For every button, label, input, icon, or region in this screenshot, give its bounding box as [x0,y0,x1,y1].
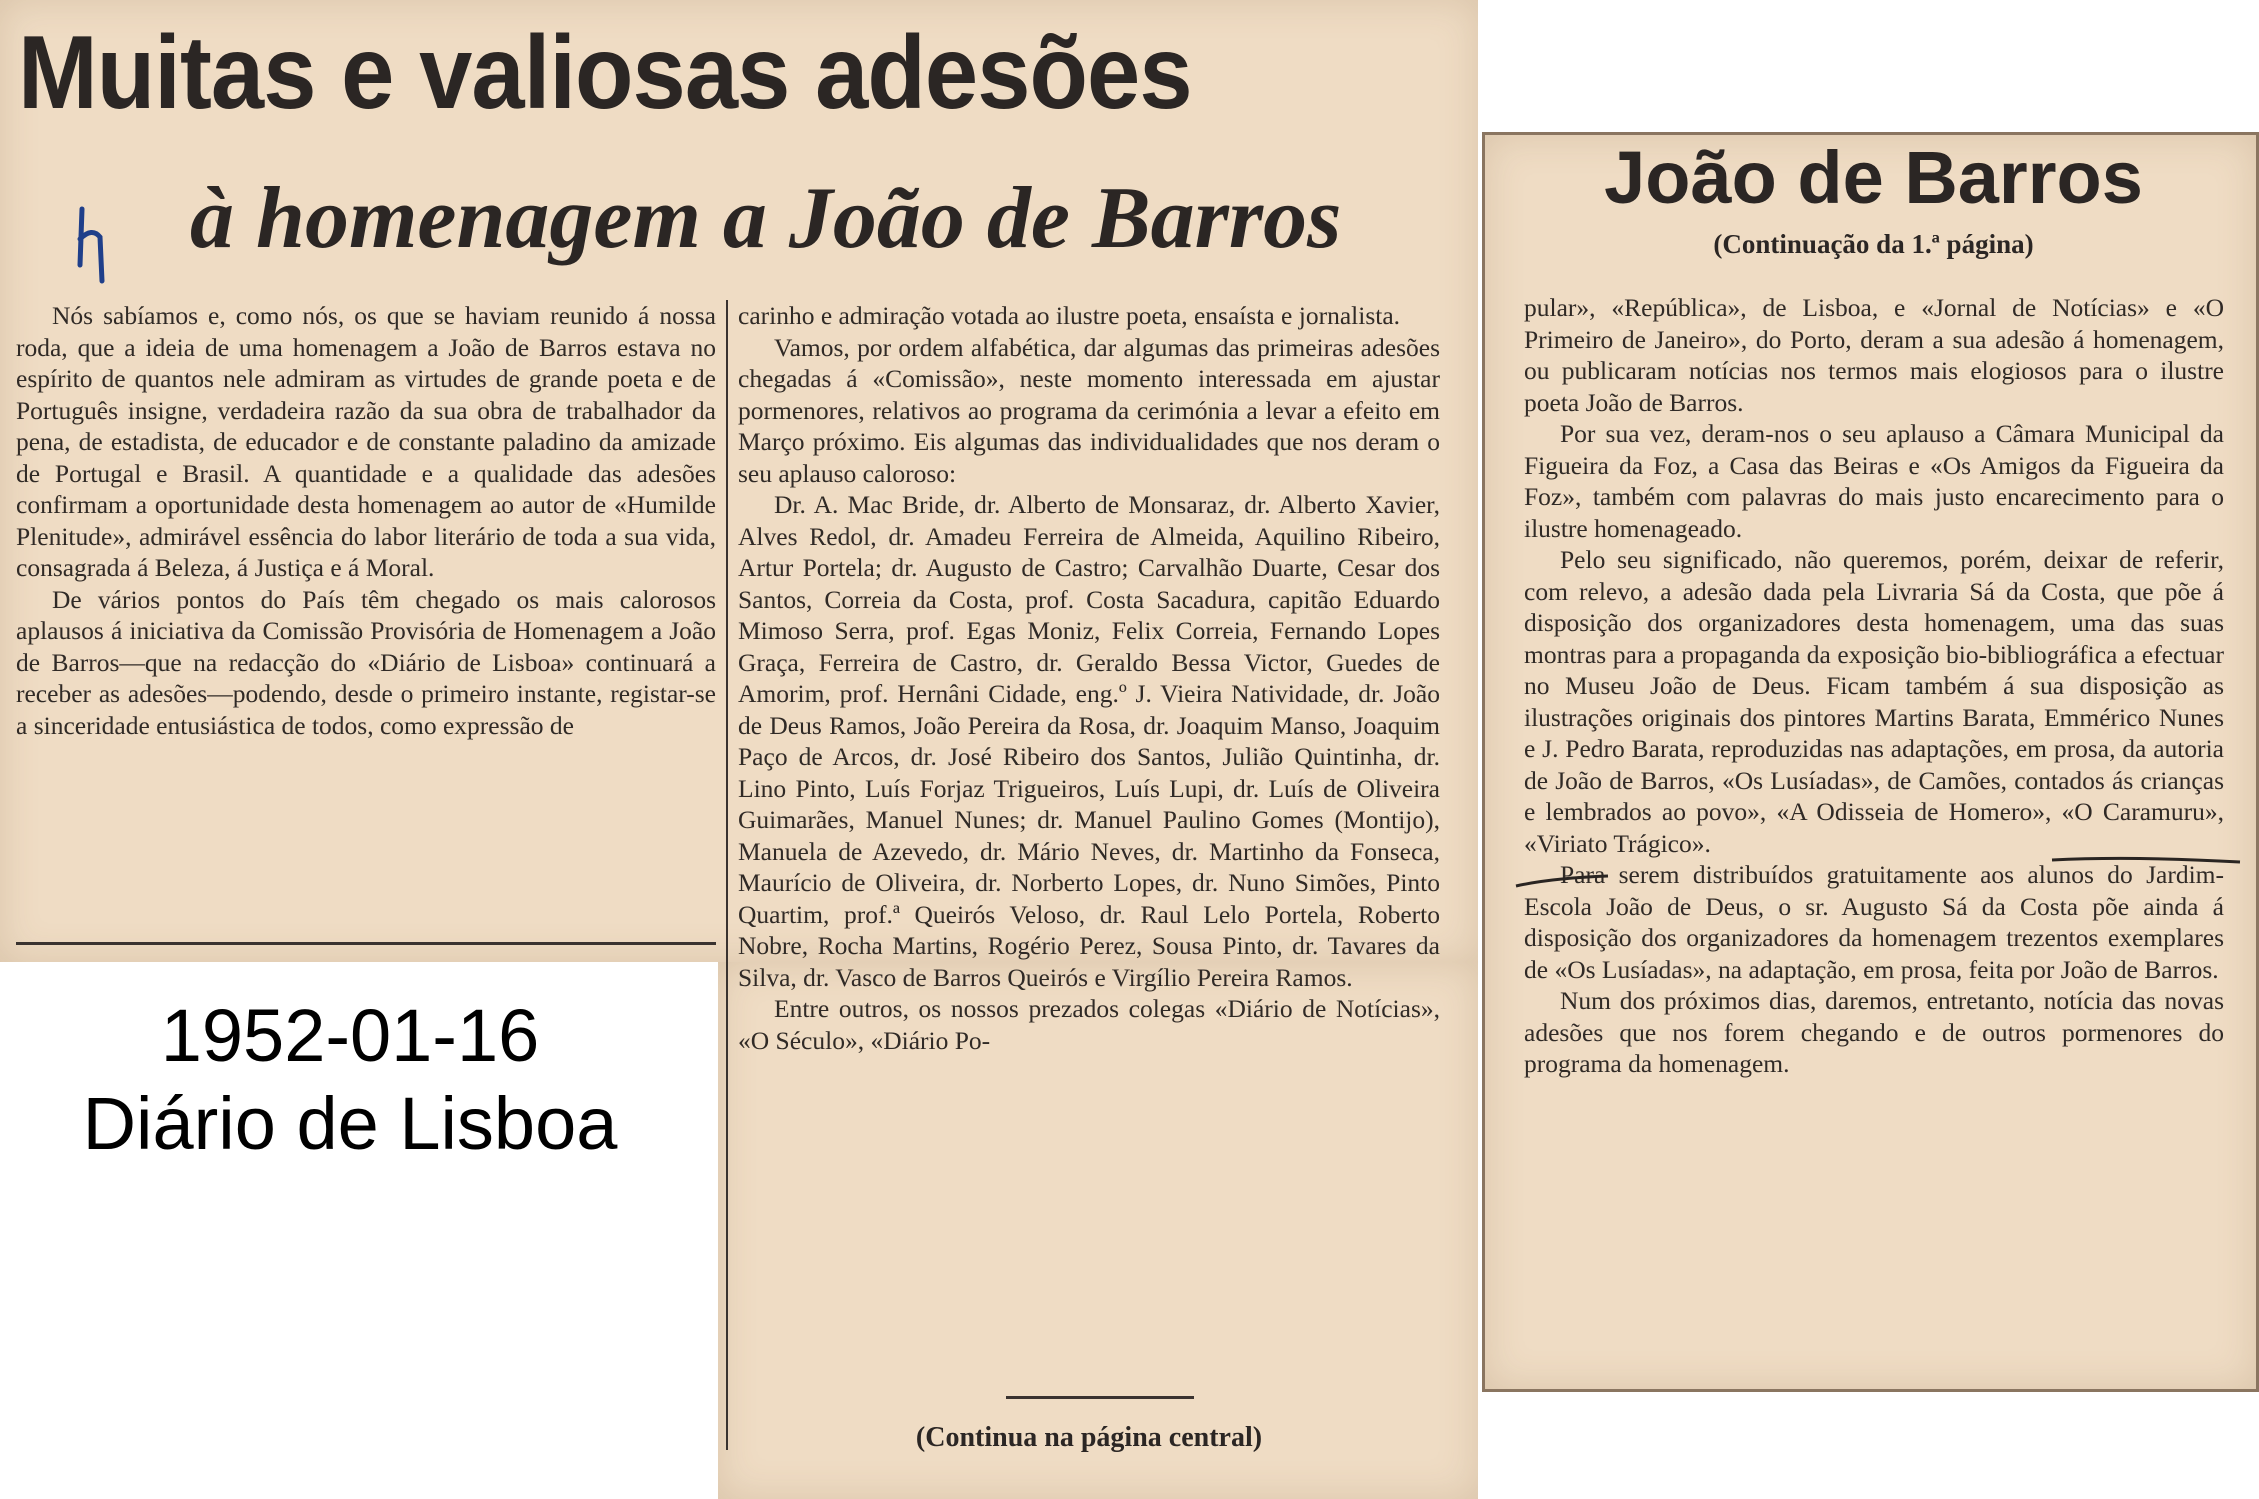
continuation-column [1524,292,2224,1080]
paragraph: Entre outros, os nossos prezados colegas «Diário de Notícias», «O Século», «Diário Po- [738,994,1440,1055]
date: 1952-01-16 [160,994,540,1077]
paragraph: Para serem distribuídos gratuitamente aos alunos do Jardim-Escola João de Deus, o sr. Augusto Sá da Costa põe ainda á disposição dos organizadores da homenagem trezentos exemplares de «Os Lusíadas», na adaptação, em prosa, feita por João de Barros. [1524,860,2224,984]
column-end-rule [16,942,716,945]
continuation-headline: João de Barros [1604,136,2143,219]
paragraph: Por sua vez, deram-nos o seu aplauso a Câmara Municipal da Figueira da Foz, a Casa das Beiras e «Os Amigos da Figueira da Foz», também com palavras do mais justo encarecimento para o ilustre homenageado. [1524,419,2224,543]
paragraph: Pelo seu significado, não queremos, porém, deixar de referir, com relevo, a adesão dada pela Livraria Sá da Costa, que põe á disposição dos organizadores desta homenagem, uma das suas montras para a propaganda da exposição bio-bibliográfica a efectuar no Museu João de Deus. Ficam também á sua disposição as ilustrações originais dos pintores Martins Barata, Emmérico Nunes e J. Pedro Barata, reproduzidas nas adaptações, em prosa, da autoria de João de Barros, «Os Lusíadas», de Camões, contados ás crianças e lembrados ao povo», «A Odisseia de Homero», «O Caramuru», «Viriato Trágico». [1524,545,2224,858]
pen-mark-icon [70,205,116,285]
paragraph: Num dos próximos dias, daremos, entretanto, notícia das novas adesões que nos forem chegando e de outros pormenores do programa da homenagem. [1524,986,2224,1078]
paragraph: Nós sabíamos e, como nós, os que se haviam reunido á nossa roda, que a ideia de uma homenagem a João de Barros estava no espírito de quantos nele admiram as virtudes de grande poeta e de Português insigne, verdadeira razão da sua obra de trabalhador da pena, de estadista, de educador e de constante paladino da amizade de Portugal e Brasil. A quantidade e a qualidade das adesões confirmam a oportunidade desta homenagem ao autor de «Humilde Plenitude», admirável essência do labor literário de toda a sua vida, consagrada á Beleza, á Justiça e á Moral. [16,301,716,582]
paragraph: Vamos, por ordem alfabética, dar algumas das primeiras adesões chegadas á «Comissão», neste momento interessada em ajustar pormenores, relativos ao programa da cerimónia a levar a efeito em Março próximo. Eis algumas das individualidades que nos deram o seu aplauso caloroso: [738,332,1440,488]
column-divider [726,300,728,1450]
continuation-subheadline: (Continuação da 1.ª página) [1713,229,2034,259]
date-label [0,992,700,1168]
continuation-rule [1006,1396,1194,1399]
paragraph: carinho e admiração votada ao ilustre poeta, ensaísta e jornalista. [738,301,1401,330]
article-column-b [738,300,1440,1056]
handwritten-underline-icon [1512,852,2242,892]
subheadline: à homenagem a João de Barros [190,170,1342,267]
continuation-note: (Continua na página central) [915,1422,1263,1453]
paragraph: pular», «República», de Lisboa, e «Jornal de Notícias» e «O Primeiro de Janeiro», do Porto, deram a sua adesão á homenagem, ou publicaram notícias nos termos mais elogiosos para o ilustre poeta João de Barros. [1524,293,2224,417]
paragraph: De vários pontos do País têm chegado os mais calorosos aplausos á iniciativa da Comissão Provisória de Homenagem a João de Barros—que na redacção do «Diário de Lisboa» continuará a receber as adesões—podendo, desde o primeiro instante, registar-se a sinceridade entusiástica de todos, como expressão de [16,584,716,740]
publication-name: Diário de Lisboa [82,1082,618,1165]
names-list: Dr. A. Mac Bride, dr. Alberto de Monsaraz, dr. Alberto Xavier, Alves Redol, dr. Amadeu Ferreira de Almeida, Aquilino Ribeiro, Artur Portela; dr. Augusto de Castro; Carvalhão Duarte, Cesar dos Santos, Correia da Costa, prof. Costa Sacadura, capitão Eduardo Mimoso Serra, prof. Egas Moniz, Felix Correia, Fernando Lopes Graça, Ferreira de Castro, dr. Geraldo Bessa Victor, Guedes de Amorim, prof. Hernâni Cidade, eng.º J. Vieira Natividade, dr. João de Deus Ramos, João Pereira da Rosa, dr. Joaquim Manso, Joaquim Paço de Arcos, dr. José Ribeiro dos Santos, Julião Quintinha, dr. Lino Pinto, Luís Forjaz Trigueiros, Luís Lupi, dr. Luís de Oliveira Guimarães, Manuel Nunes; dr. Manuel Paulino Gomes (Montijo), Manuela de Azevedo, dr. Mário Neves, dr. Martinho da Fonseca, Maurício de Oliveira, dr. Norberto Lopes, dr. Nuno Simões, Pinto Quartim, prof.ª Queirós Veloso, dr. Raul Lelo Portela, Roberto Nobre, Rocha Martins, Rogério Perez, Sousa Pinto, dr. Tavares da Silva, dr. Vasco de Barros Queirós e Virgílio Pereira Ramos. [738,490,1440,992]
article-column-a [16,300,716,741]
headline: Muitas e valiosas adesões [18,15,1192,131]
